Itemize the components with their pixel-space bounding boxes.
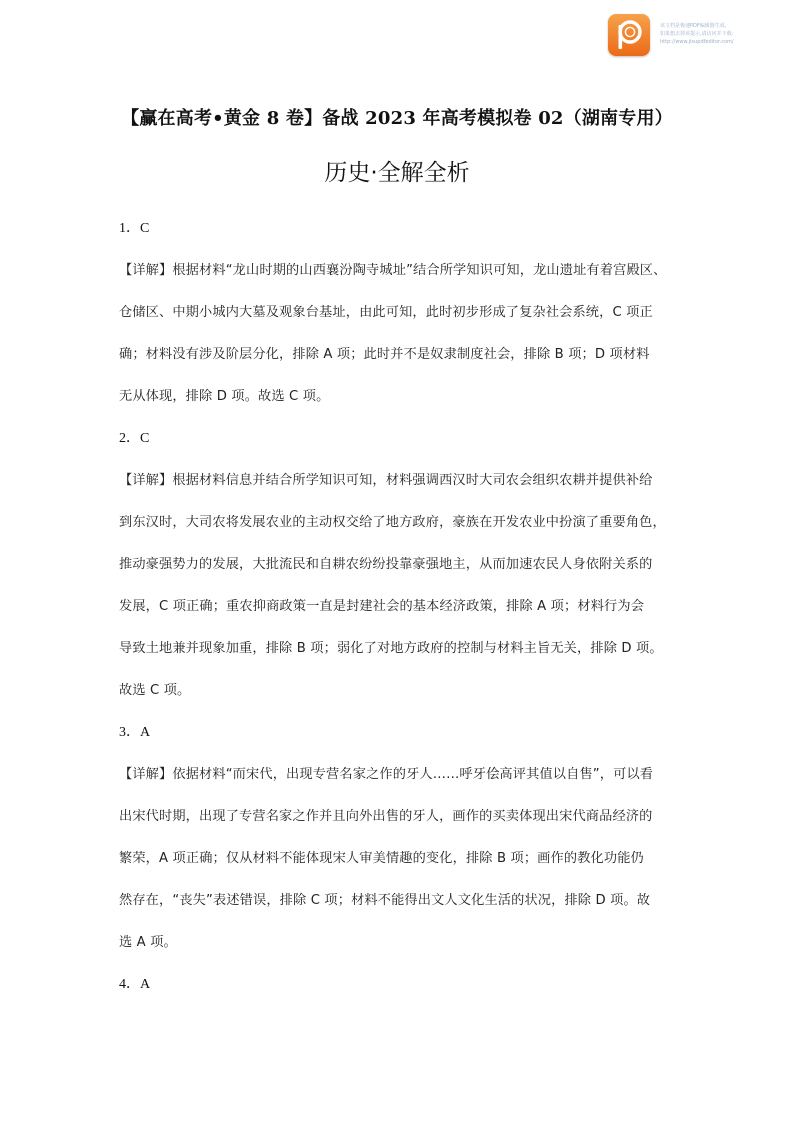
explanation-line: 然存在，“丧失”表述错误，排除 C 项；材料不能得出文人文化生活的状况，排除 D 项。故 [119,893,651,908]
document-title: 【赢在高考•黄金 8 卷】备战 2023 年高考模拟卷 02（湖南专用） [121,108,673,129]
question-block [119,418,679,712]
explanation-line: 无从体现，排除 D 项。故选 C 项。 [119,389,330,404]
explanation-line: 导致土地兼并现象加重，排除 B 项；弱化了对地方政府的控制与材料主旨无关，排除 D 项。 [119,641,663,656]
explanation-line: 出宋代时期，出现了专营名家之作并且向外出售的牙人，画作的买卖体现出宋代商品经济的 [119,809,653,824]
explanation-line: 繁荣，A 项正确；仅从材料不能体现宋人审美情趣的变化，排除 B 项；画作的教化功能仍 [119,851,644,866]
question-number: 4．A [119,977,151,992]
question-number: 2．C [119,431,150,446]
watermark-link[interactable]: http://www.jisupdfeditor.com/ [660,39,734,45]
watermark-line: 如果想去掉该提示,请访问并下载: [660,31,734,37]
explanation-line: 推动豪强势力的发展，大批流民和自耕农纷纷投靠豪强地主，从而加速农民人身依附关系的 [119,557,653,572]
watermark-line: 该文档是极速PDF编辑器生成, [660,23,727,29]
question-block [119,964,679,1006]
question-block [119,208,679,418]
explanation-line: 选 A 项。 [119,935,177,950]
question-number: 1．C [119,221,150,236]
answer-list [119,208,679,1006]
explanation-line: 故选 C 项。 [119,683,191,698]
explanation-line: 到东汉时，大司农将发展农业的主动权交给了地方政府，豪族在开发农业中扮演了重要角色， [119,515,666,530]
explanation-line: 【详解】根据材料“龙山时期的山西襄汾陶寺城址”结合所学知识可知，龙山遗址有着宫殿区、 [119,263,667,278]
document-subtitle: 历史·全解全析 [324,160,470,186]
pdf-editor-p-logo-icon [608,14,650,56]
explanation-line: 【详解】根据材料信息并结合所学知识可知，材料强调西汉时大司农会组织农耕并提供补给 [119,473,653,488]
question-number: 3．A [119,725,151,740]
watermark-notice [660,22,790,46]
question-block [119,712,679,964]
explanation-line: 发展，C 项正确；重农抑商政策一直是封建社会的基本经济政策，排除 A 项；材料行为会 [119,599,645,614]
explanation-line: 仓储区、中期小城内大墓及观象台基址，由此可知，此时初步形成了复杂社会系统，C 项正 [119,305,653,320]
explanation-line: 【详解】依据材料“而宋代，出现专营名家之作的牙人……呼牙侩高评其值以自售”，可以看 [119,767,654,782]
explanation-line: 确；材料没有涉及阶层分化，排除 A 项；此时并不是奴隶制度社会，排除 B 项；D 项材料 [119,347,650,362]
